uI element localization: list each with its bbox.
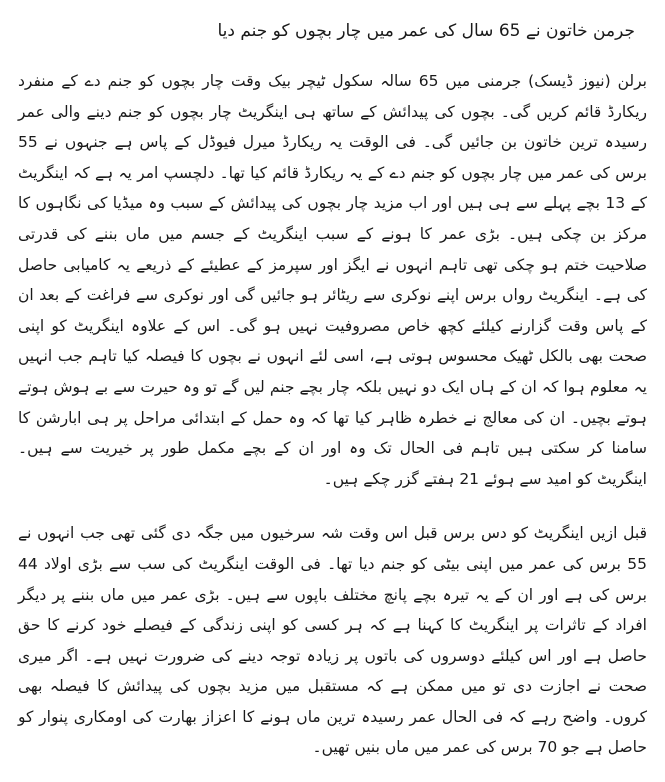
article-paragraph-2: قبل ازیں اینگریٹ کو دس برس قبل اس وقت شہ سرخیوں میں جگہ دی گئی تھی جب انہوں نے 55 برس کی عمر میں اپنی بیٹی کو جنم دیا تھا۔ فی الوقت اینگریٹ کی سب سے بڑی اولاد 44 برس کی ہے اور ان کے یہ تیرہ بچے پانچ مختلف باپوں سے ہیں۔ بڑی عمر میں ماں بننے پر دیگر افراد کے تاثرات پر اینگریٹ کا کہنا ہے کہ ہر کسی کو اپنی زندگی کے فیصلے خود کرنے کا حق حاصل ہے اور اس کیلئے دوسروں کی باتوں پر زیادہ توجہ دینے کی ضرورت نہیں ہے۔ اگر میری صحت نے اجازت دی تو میں ممکن ہے کہ مستقبل میں مزید بچوں کی پیدائش کا فیصلہ بھی کروں۔ واضح رہے کہ فی الحال عمر رسیدہ ترین ماں ہونے کا اعزاز بھارت کی اومکاری پنوار کو حاصل ہے جو 70 برس کی عمر میں ماں بنیں تھیں۔ bbox=[18, 524, 647, 757]
article-headline: جرمن خاتون نے 65 سال کی عمر میں چار بچوں کو جنم دیا bbox=[217, 21, 635, 41]
article-paragraph-1: برلن (نیوز ڈیسک) جرمنی میں 65 سالہ سکول ٹیچر بیک وقت چار بچوں کو جنم دے کے منفرد ریکارڈ قائم کریں گی۔ بچوں کی پیدائش کے ساتھ ہی اینگریٹ چار بچوں کو جنم دینے والی عمر رسیدہ ترین خاتون بن جائیں گی۔ فی الوقت یہ ریکارڈ میرل فیوڈل کے پاس ہے جنہوں نے 55 برس کی عمر میں چار بچوں کو جنم دے کے یہ ریکارڈ قائم کیا تھا۔ دلچسپ امر یہ ہے کہ اینگریٹ کے 13 بچے پہلے سے ہی ہیں اور اب مزید چار بچوں کی پیدائش کے سبب وہ میڈیا کی نگاہوں کا مرکز بن چکی ہیں۔ بڑی عمر کا ہونے کے سبب اینگریٹ کے جسم میں ماں بننے کی قدرتی صلاحیت ختم ہو چکی تھی تاہم انہوں نے ایگز اور سپرمز کے عطیئے کے ذریعے یہ کامیابی حاصل کی ہے۔ اینگریٹ رواں برس اپنے نوکری سے ریٹائر ہو جائیں گی اور نوکری سے فراغت کے بعد ان کے پاس وقت گزارنے کیلئے کچھ خاص مصروفیت نہیں ہو گی۔ اس کے علاوہ اینگریٹ کو اپنی صحت بھی بالکل ٹھیک محسوس ہوتی ہے، اسی لئے انہوں نے بچوں کا فیصلہ کیا تاہم جب انہیں یہ معلوم ہوا کہ ان کے ہاں ایک دو نہیں بلکہ چار بچے جنم لیں گے تو وہ حیرت سے بے ہوش ہوتے ہوتے بچیں۔ ان کی معالج نے خطرہ ظاہر کیا تھا کہ وہ حمل کے ابتدائی مراحل پر ہی ابارشن کا سامنا کر سکتی ہیں تاہم فی الحال تک وہ اور ان کے بچے مکمل طور پر خیریت سے ہیں۔ اینگریٹ کو امید سے ہوئے 21 ہفتے گزر چکے ہیں۔ bbox=[18, 72, 647, 488]
